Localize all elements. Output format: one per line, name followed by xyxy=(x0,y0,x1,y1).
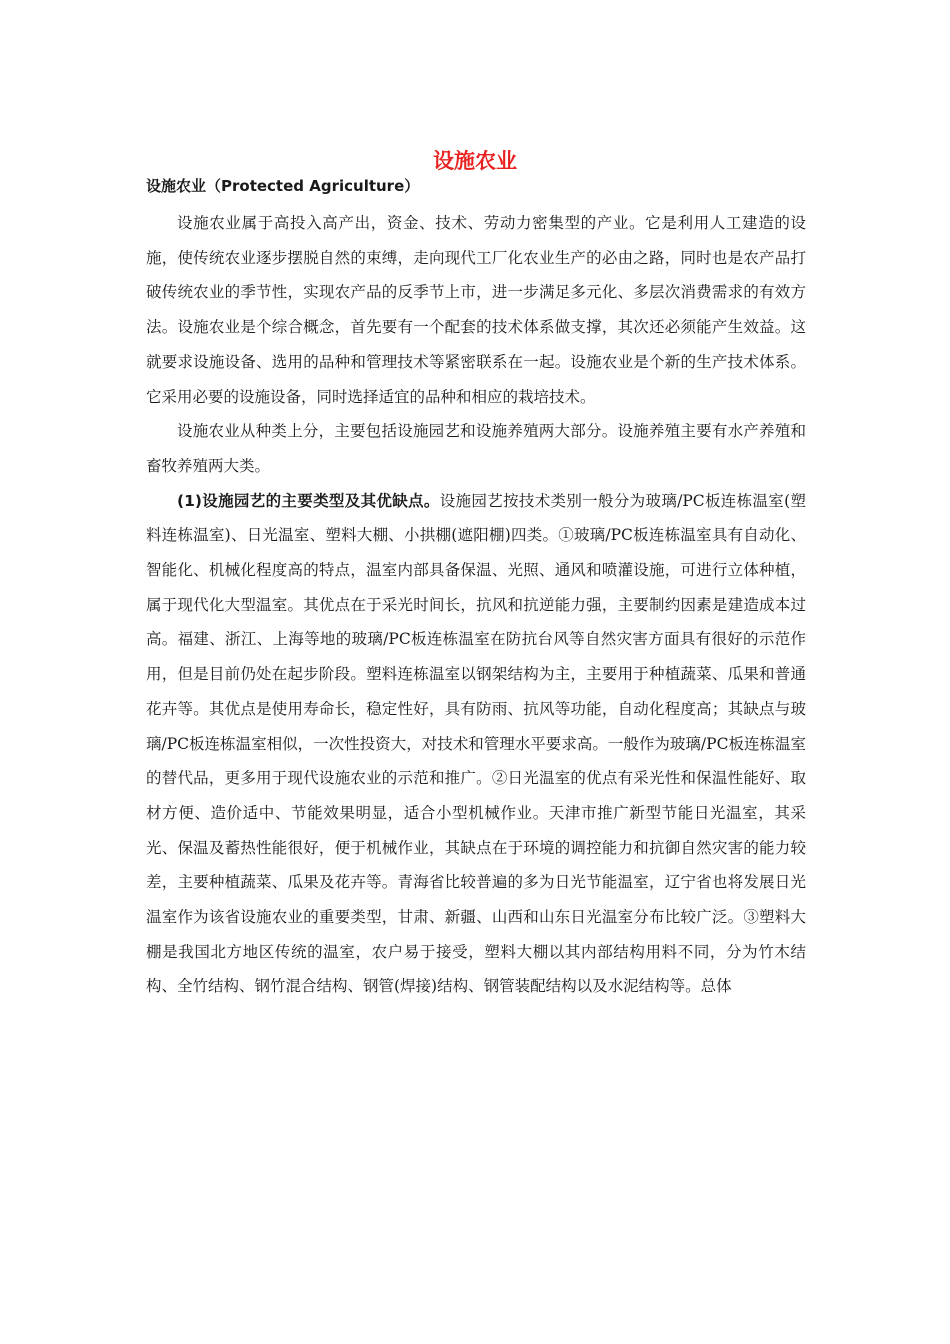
document-title: 设施农业 xyxy=(433,149,517,173)
paragraph-horticulture-types xyxy=(146,484,806,1005)
paragraph-categories xyxy=(146,414,806,483)
document-body xyxy=(146,206,806,1004)
paragraph-text: 设施园艺按技术类别一般分为玻璃/PC板连栋温室(塑料连栋温室)、日光温室、塑料大棚、小拱棚(遮阳棚)四类。①玻璃/PC板连栋温室具有自动化、智能化、机械化程度高的特点，温室内部具备保温、光照、通风和喷灌设施，可进行立体种植，属于现代化大型温室。其优点在于采光时间长，抗风和抗逆能力强，主要制约因素是建造成本过高。福建、浙江、上海等地的玻璃/PC板连栋温室在防抗台风等自然灾害方面具有很好的示范作用，但是目前仍处在起步阶段。塑料连栋温室以钢架结构为主，主要用于种植蔬菜、瓜果和普通花卉等。其优点是使用寿命长，稳定性好，具有防雨、抗风等功能，自动化程度高；其缺点与玻璃/PC板连栋温室相似，一次性投资大，对技术和管理水平要求高。一般作为玻璃/PC板连栋温室的替代品，更多用于现代设施农业的示范和推广。②日光温室的优点有采光性和保温性能好、取材方便、造价适中、节能效果明显，适合小型机械作业。天津市推广新型节能日光温室，其采光、保温及蓄热性能很好，便于机械作业，其缺点在于环境的调控能力和抗御自然灾害的能力较差，主要种植蔬菜、瓜果及花卉等。青海省比较普遍的多为日光节能温室，辽宁省也将发展日光温室作为该省设施农业的重要类型，甘肃、新疆、山西和山东日光温室分布比较广泛。③塑料大棚是我国北方地区传统的温室，农户易于接受，塑料大棚以其内部结构用料不同，分为竹木结构、全竹结构、钢竹混合结构、钢管(焊接)结构、钢管装配结构以及水泥结构等。总体 xyxy=(146,491,806,996)
paragraph-lead-heading: (1)设施园艺的主要类型及其优缺点。 xyxy=(177,491,440,510)
document-subtitle: 设施农业（Protected Agriculture） xyxy=(146,177,420,195)
paragraph-text: 设施农业属于高投入高产出，资金、技术、劳动力密集型的产业。它是利用人工建造的设施，使传统农业逐步摆脱自然的束缚，走向现代工厂化农业生产的必由之路，同时也是农产品打破传统农业的季节性，实现农产品的反季节上市，进一步满足多元化、多层次消费需求的有效方法。设施农业是个综合概念，首先要有一个配套的技术体系做支撑，其次还必须能产生效益。这就要求设施设备、选用的品种和管理技术等紧密联系在一起。设施农业是个新的生产技术体系。它采用必要的设施设备，同时选择适宜的品种和相应的栽培技术。 xyxy=(146,214,806,406)
paragraph-intro xyxy=(146,206,806,414)
paragraph-text: 设施农业从种类上分，主要包括设施园艺和设施养殖两大部分。设施养殖主要有水产养殖和畜牧养殖两大类。 xyxy=(146,422,806,475)
